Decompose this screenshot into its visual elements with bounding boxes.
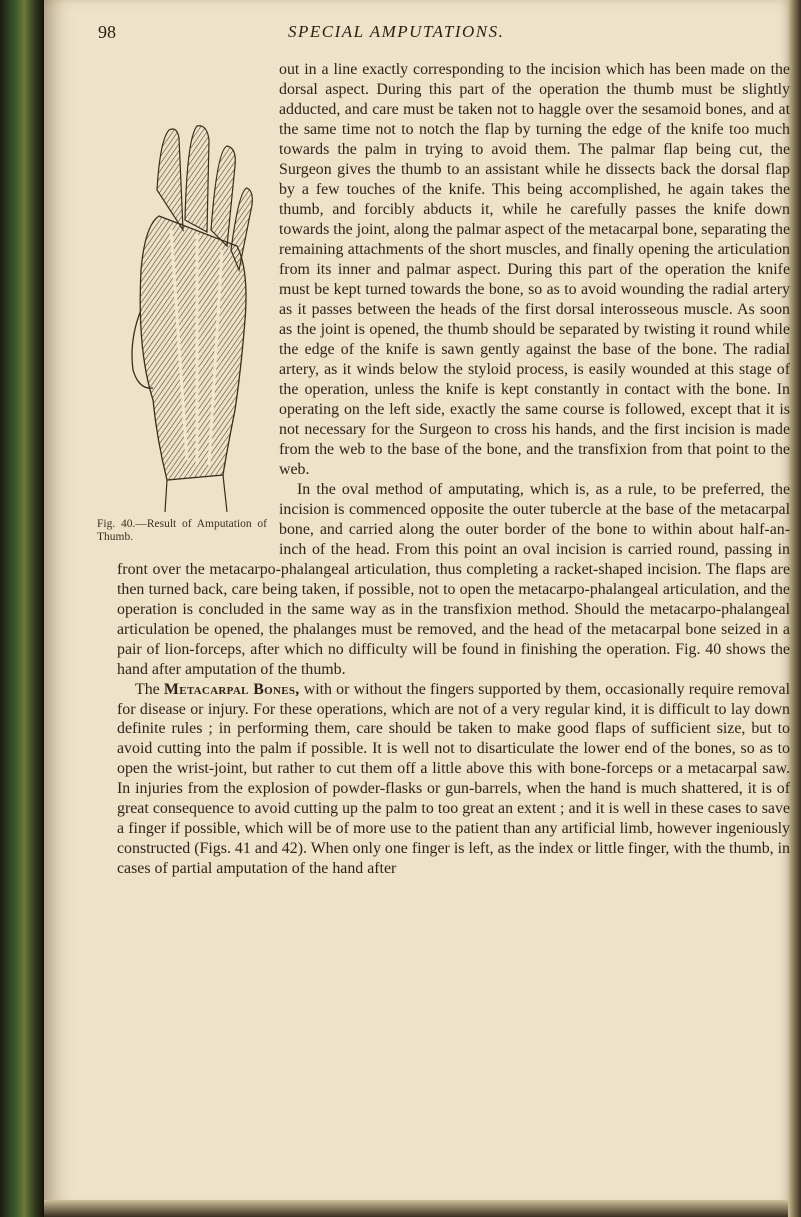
figure-40 (97, 120, 267, 550)
figure-caption: Fig. 40.—Result of Amputation of Thumb. (97, 518, 267, 543)
section-term: Metacarpal Bones, (163, 680, 300, 698)
page-bottom-edge (44, 1200, 788, 1217)
paragraph-1 (97, 60, 790, 543)
paragraph-3-lead: The (135, 680, 164, 698)
paragraph-3 (117, 680, 790, 880)
paragraph-3-text: with or without the fingers supported by them, occasionally require removal for disease or injury. For these operations, which are not of a very regular kind, it is difficult to lay down definite rules ; in performing them, care should be taken to make good flaps of sufficient size, but to avoid cutting into the palm if possible. It is well not to disarticulate the lower end of the bones, so as to open the wrist-joint, but rather to cut them off a little above this with bone-forceps or a metacarpal saw. In injuries from the explosion of powder-flasks or gun-barrels, when the hand is much shattered, it is of great consequence to avoid cutting up the palm to too great an extent ; and it is well in these cases to save a finger if possible, which will be of more use to the patient than any artificial limb, however ingeniously constructed (Figs. 41 and 42). When only one finger is left, as the index or little finger, with the thumb, in cases of partial amputation of the hand after (117, 680, 790, 878)
body-text (97, 60, 790, 879)
running-head: SPECIAL AMPUTATIONS. (288, 22, 505, 41)
book-binding (0, 0, 44, 1217)
hand-illustration (127, 120, 257, 515)
paragraph-1-text: out in a line exactly corresponding to the incision which has been made on the dorsal aspect. During this part of the operation the thumb must be slightly adducted, and care must be taken not to haggle over the sesamoid bones, and at the same time not to notch the flap by turning the edge of the knife too much towards the palm in trying to avoid them. The palmar flap being cut, the Surgeon gives the thumb to an assistant while he dissects back the dorsal flap by a few touches of the knife. This being accomplished, he again takes the thumb, and forcibly abducts it, while he carefully passes the knife down towards the joint, along the palmar aspect of the metacarpal bone, separating the remaining attachments of the short muscles, and finally opening the articulation from its inner and palmar aspect. During this part of the operation the knife must be kept turned towards the bone, so as to avoid wounding the radial artery as it passes between the heads of the first dorsal interosseous muscle. As soon as the joint is opened, the thumb should be separated by twisting it round while the edge of the knife is sawn gently against the base of the bone. The radial artery, as it winds below the styloid process, is easily wounded at this stage of the operation, unless the knife is kept constantly in contact with the bone. In operating on the left side, exactly the same course is followed, except that it is not necessary for the Surgeon to cross his hands, and the first incision is made from the web to the base of the bone, and the transfixion from that point to the web. (279, 61, 790, 478)
page-number: 98 (98, 22, 116, 42)
paragraph-2-text: In the oval method of amputating, which is, as a rule, to be preferred, the incision is commenced opposite the outer tubercle at the base of the metacarpal bone, and carried along the outer border of the bone to within about half-an-inch of the head. From this point an oval incision is carried round, passing in front over the metacarpo-phalangeal articulation, thus completing a racket-shaped incision. The flaps are then turned back, care being taken, if possible, not to open the metacarpo-phalangeal articulation, and the operation is concluded in the same way as in the transfixion method. Should the metacarpo-phalangeal articulation be opened, the phalanges must be removed, and the head of the metacarpal bone seized in a pair of lion-forceps, after which no difficulty will be found in finishing the operation. Fig. 40 shows the hand after amputation of the thumb. (117, 480, 790, 678)
page-header (98, 22, 758, 54)
